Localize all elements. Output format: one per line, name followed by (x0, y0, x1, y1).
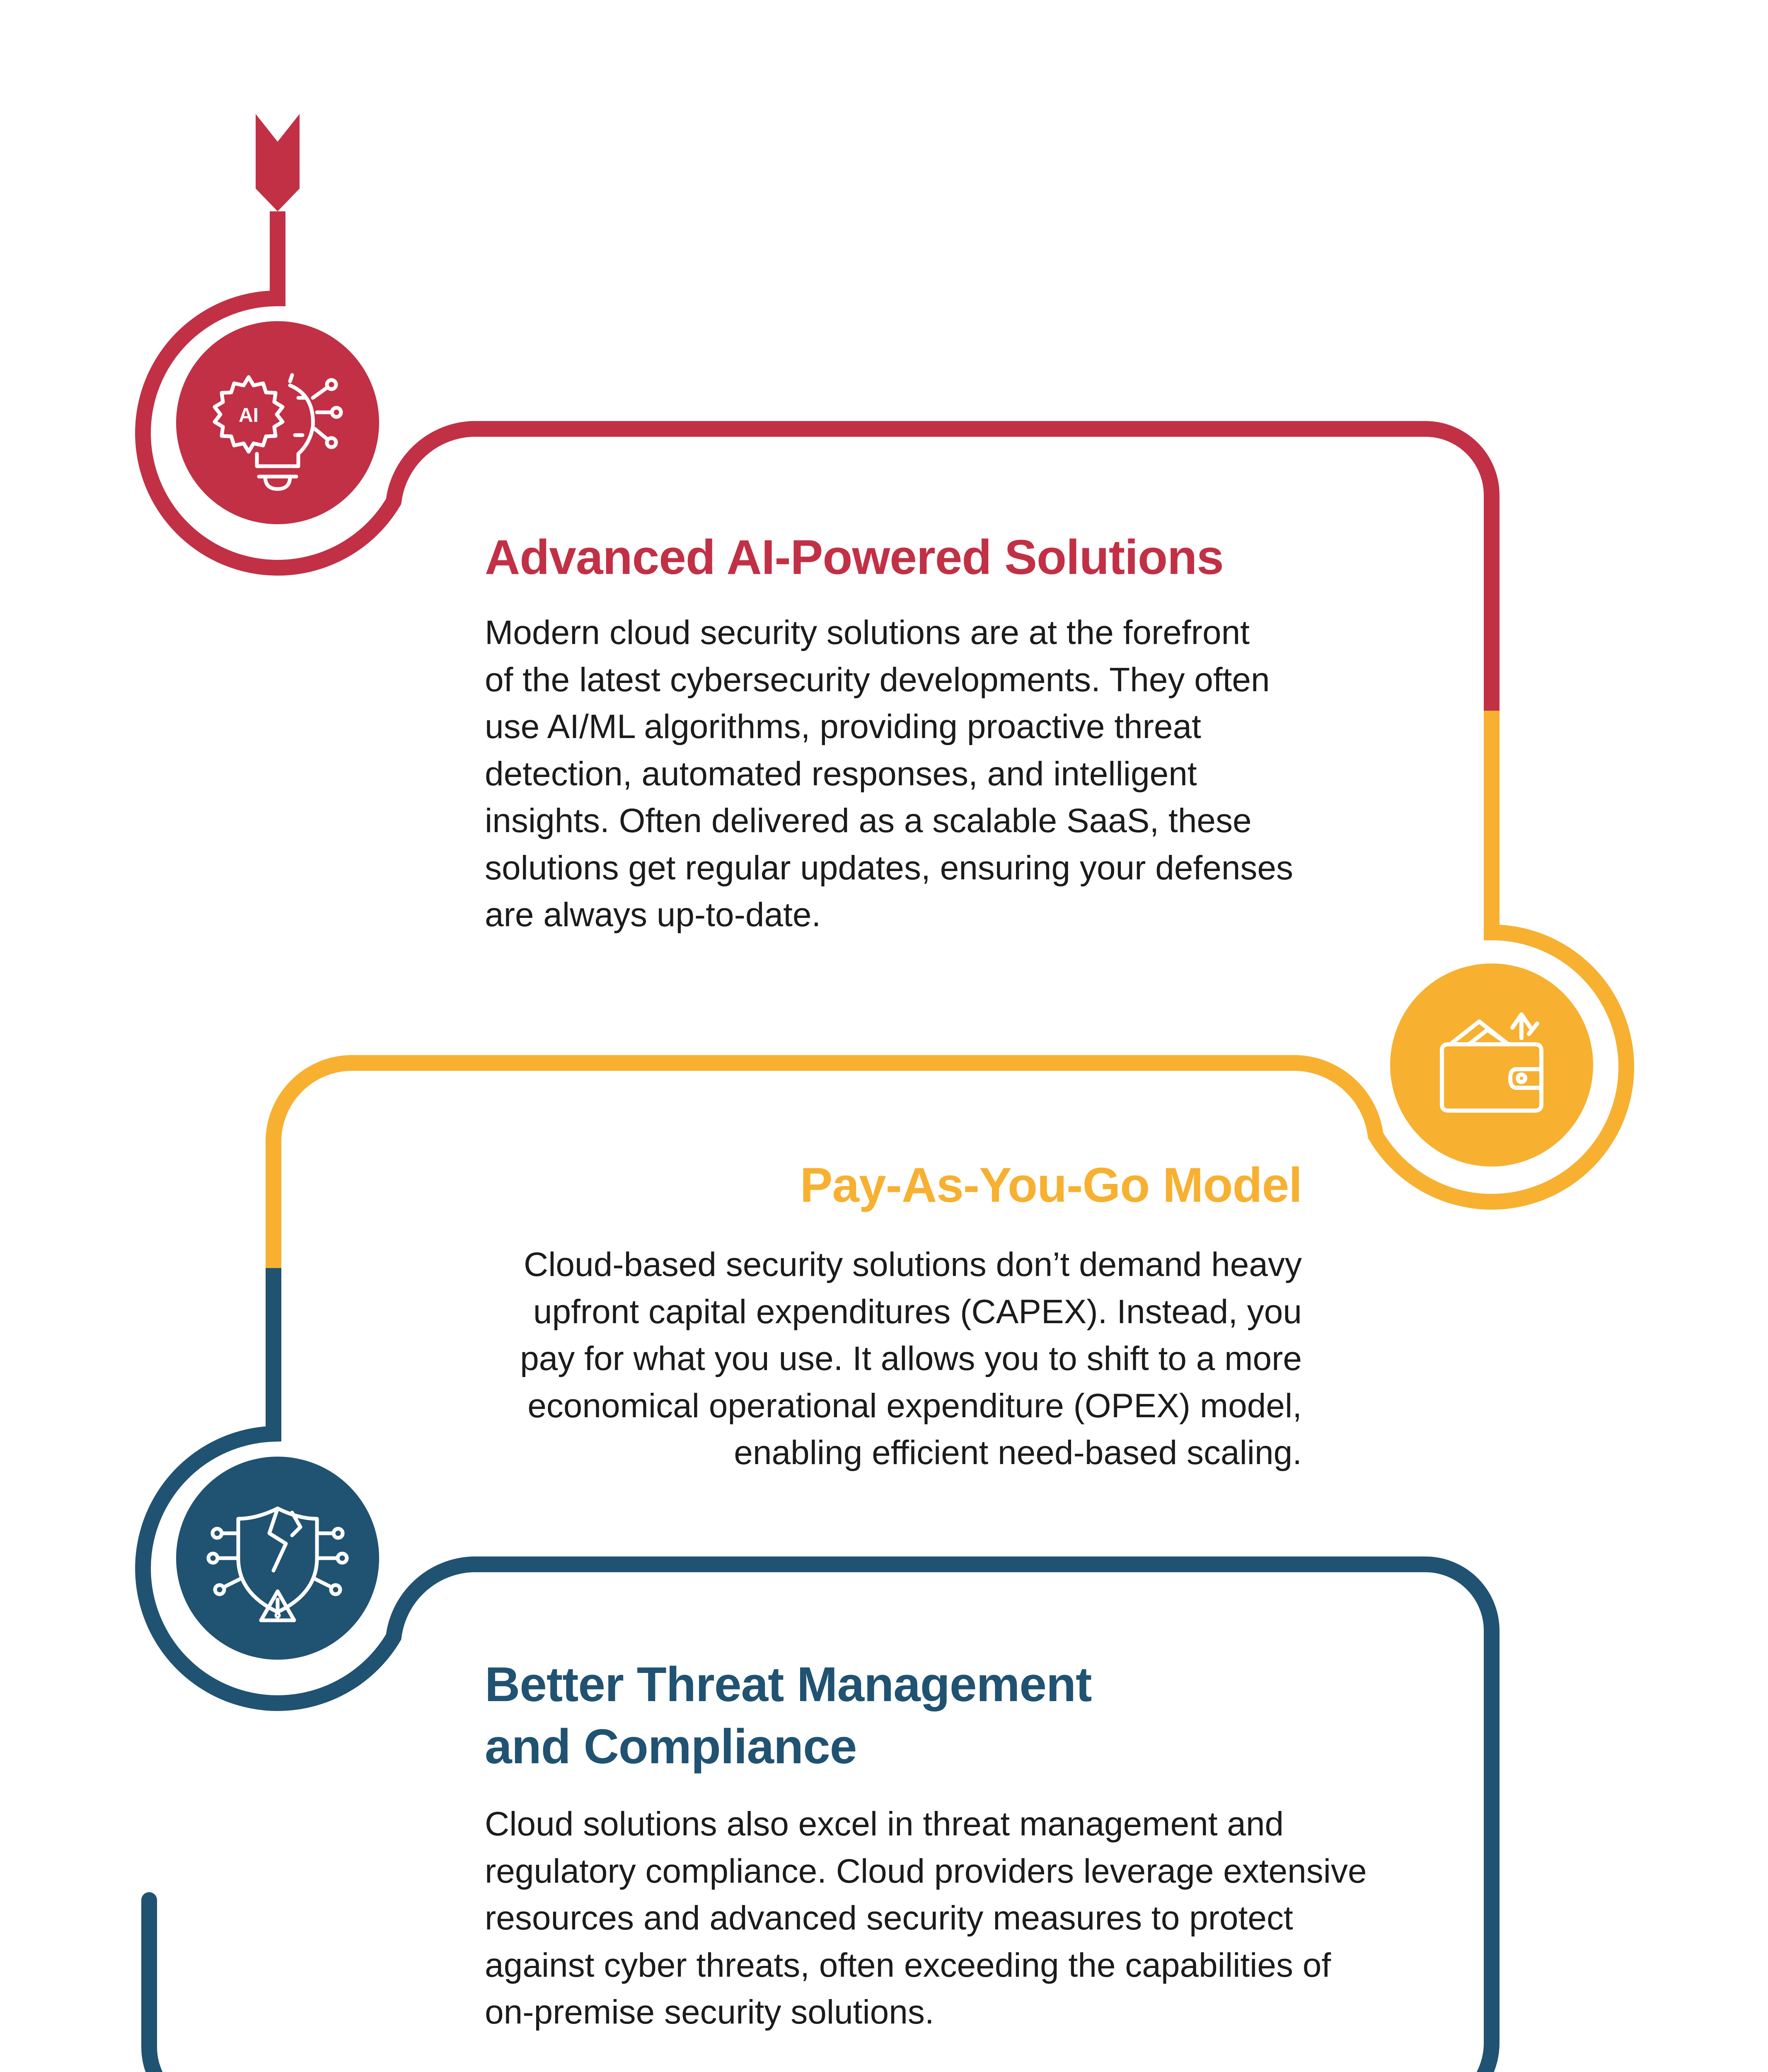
body-line: regulatory compliance. Cloud providers leverage extensive (485, 1852, 1367, 1890)
section-title-threat (485, 1653, 1091, 1778)
body-line: pay for what you use. It allows you to shift to a more (520, 1340, 1302, 1377)
body-line: Cloud-based security solutions don’t demand heavy (524, 1246, 1302, 1283)
body-line: Cloud solutions also excel in threat management and (485, 1805, 1284, 1843)
section-title-ai: Advanced AI-Powered Solutions (485, 530, 1224, 585)
body-line: of the latest cybersecurity developments. They often (485, 661, 1270, 699)
title-line: Better Threat Management (485, 1657, 1092, 1712)
body-line: enabling efficient need-based scaling. (734, 1434, 1302, 1472)
body-line: detection, automated responses, and intelligent (485, 755, 1197, 793)
section-body-ai (485, 609, 1293, 939)
body-line: use AI/ML algorithms, providing proactive threat (485, 708, 1201, 746)
body-line: on-premise security solutions. (485, 1993, 934, 2031)
body-line: insights. Often delivered as a scalable SaaS, these (485, 802, 1252, 840)
body-line: against cyber threats, often exceeding the capabilities of (485, 1946, 1331, 1984)
section-title-payg: Pay-As-You-Go Model (800, 1158, 1302, 1213)
body-line: are always up-to-date. (485, 896, 821, 934)
title-line: and Compliance (485, 1719, 857, 1774)
body-line: upfront capital expenditures (CAPEX). Instead, you (533, 1293, 1302, 1331)
wallet-icon-circle (1390, 963, 1593, 1167)
ai-icon-text: AI (239, 404, 259, 426)
arrow-tail-shape (256, 114, 300, 211)
body-line: economical operational expenditure (OPEX) model, (527, 1387, 1302, 1425)
section-body-payg (520, 1241, 1302, 1477)
body-line: Modern cloud security solutions are at the forefront (485, 614, 1250, 651)
section-body-threat (485, 1801, 1367, 2036)
body-line: solutions get regular updates, ensuring your defenses (485, 849, 1294, 887)
body-line: resources and advanced security measures to protect (485, 1899, 1293, 1937)
